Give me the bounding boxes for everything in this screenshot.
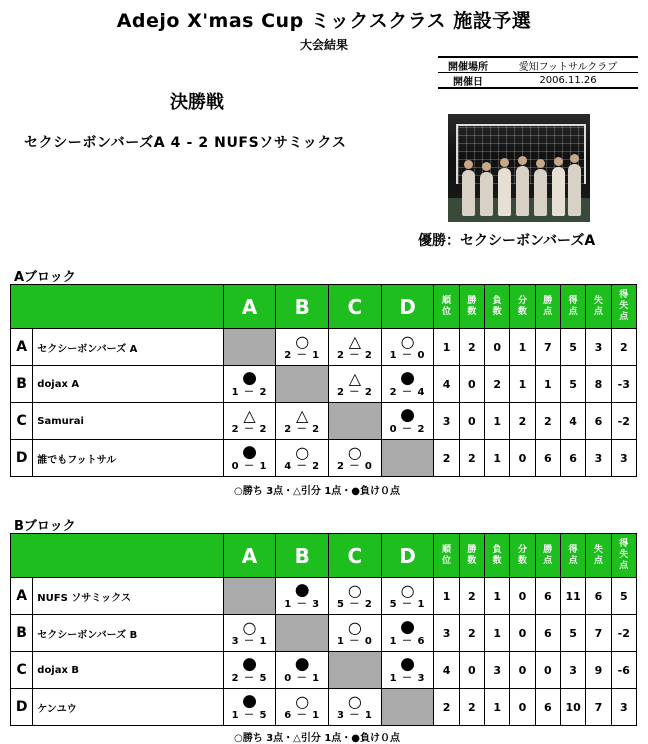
stat-value: 4 (560, 403, 585, 440)
venue-value: 愛知フットサルクラブ (518, 61, 618, 73)
stat-value: 0 (510, 615, 535, 652)
stat-value: 2 (485, 366, 510, 403)
stat-value: 7 (535, 329, 560, 366)
stat-value: 0 (459, 403, 484, 440)
team-row (11, 615, 637, 652)
stat-value: 6 (535, 615, 560, 652)
stat-value: 1 (434, 578, 459, 615)
player-head (482, 162, 491, 171)
opponent-column-header: D (381, 285, 434, 329)
venue-row (438, 58, 638, 72)
match-result-cell (276, 689, 329, 726)
stat-value: 1 (485, 403, 510, 440)
stat-value: 9 (586, 652, 611, 689)
player-figure (552, 167, 565, 216)
match-score: 4 － 2 (284, 460, 321, 472)
stat-value: 6 (535, 440, 560, 477)
self-match-cell (223, 578, 276, 615)
stat-value: 0 (459, 366, 484, 403)
stat-value: 1 (485, 578, 510, 615)
stat-value: 11 (560, 578, 585, 615)
match-result-cell (223, 440, 276, 477)
stat-column-header: 得失点 (611, 285, 636, 329)
venue-info-box (438, 56, 638, 89)
player-head (570, 154, 579, 163)
player-head (536, 159, 545, 168)
match-score: 0 － 1 (284, 672, 321, 684)
match-result-cell (329, 689, 382, 726)
match-score: 3 － 1 (231, 635, 268, 647)
match-score: 1 － 2 (231, 386, 268, 398)
stat-value: 10 (560, 689, 585, 726)
stat-value: 2 (459, 615, 484, 652)
final-heading: 決勝戦 (170, 92, 224, 113)
self-match-cell (381, 440, 434, 477)
stat-value: 2 (459, 689, 484, 726)
match-score: 5 － 1 (389, 598, 426, 610)
stat-value: 1 (434, 329, 459, 366)
stat-value: -6 (611, 652, 636, 689)
team-photo (448, 114, 590, 222)
match-result-cell (276, 440, 329, 477)
opponent-column-header: C (329, 534, 382, 578)
team-name: ケンユウ (33, 689, 223, 726)
block-b-label: Bブロック (14, 519, 76, 534)
block-b-table (10, 533, 637, 726)
result-symbol: ● (294, 579, 310, 600)
team-row-letter: B (11, 366, 33, 403)
match-result-cell (276, 652, 329, 689)
stat-value: 4 (434, 366, 459, 403)
team-row (11, 578, 637, 615)
stat-value: 8 (586, 366, 611, 403)
stat-value: 3 (586, 440, 611, 477)
match-result-cell (223, 403, 276, 440)
result-symbol: ○ (295, 331, 310, 351)
stat-value: 3 (434, 403, 459, 440)
self-match-cell (381, 689, 434, 726)
opponent-column-header: A (223, 285, 276, 329)
result-symbol: ○ (295, 442, 310, 462)
match-score: 1 － 0 (389, 349, 426, 361)
player-figure (516, 166, 529, 216)
result-symbol: ● (294, 653, 310, 674)
stat-value: -2 (611, 615, 636, 652)
match-score: 2 － 2 (336, 349, 373, 361)
stat-value: 0 (485, 329, 510, 366)
team-row (11, 652, 637, 689)
match-score: 2 － 2 (231, 423, 268, 435)
player-figure (462, 170, 475, 216)
match-score: 2 － 4 (389, 386, 426, 398)
opponent-column-header: C (329, 285, 382, 329)
team-row-letter: C (11, 403, 33, 440)
opponent-column-header: B (276, 534, 329, 578)
stat-value: 3 (434, 615, 459, 652)
stat-value: -3 (611, 366, 636, 403)
stat-column-header: 順位 (434, 534, 459, 578)
player-head (554, 157, 563, 166)
result-symbol: ○ (347, 617, 362, 637)
stat-value: 0 (535, 652, 560, 689)
match-result-cell (223, 366, 276, 403)
stat-value: 2 (434, 440, 459, 477)
result-symbol: ● (242, 653, 257, 674)
stat-column-header: 順位 (434, 285, 459, 329)
team-row-letter: D (11, 689, 33, 726)
match-result-cell (329, 366, 382, 403)
stat-value: 0 (510, 652, 535, 689)
team-row-letter: A (11, 578, 33, 615)
stat-value: 6 (560, 440, 585, 477)
header-blank-cell (11, 285, 224, 329)
header-row (11, 285, 637, 329)
stat-value: 3 (611, 689, 636, 726)
match-result-cell (223, 689, 276, 726)
stat-value: 5 (611, 578, 636, 615)
result-symbol: ○ (347, 691, 362, 711)
result-symbol: ○ (295, 691, 310, 711)
stat-column-header: 負数 (485, 285, 510, 329)
stat-value: 7 (586, 689, 611, 726)
stat-column-header: 得失点 (611, 534, 636, 578)
match-score: 2 － 0 (336, 460, 373, 472)
result-symbol: ○ (242, 617, 257, 637)
stat-value: 0 (510, 440, 535, 477)
match-score: 0 － 1 (231, 460, 268, 472)
result-symbol: ○ (400, 331, 415, 351)
result-symbol: △ (243, 405, 256, 425)
result-symbol: ○ (347, 580, 362, 600)
stat-value: 0 (510, 689, 535, 726)
stat-column-header: 分数 (510, 285, 535, 329)
result-symbol: ○ (400, 580, 415, 600)
stat-value: 3 (611, 440, 636, 477)
winner-label: 優勝：セクシーボンバーズA (418, 233, 596, 249)
match-result-cell (381, 403, 434, 440)
date-label: 開催日 (453, 76, 483, 88)
result-symbol: ● (242, 690, 257, 711)
stat-value: 5 (560, 329, 585, 366)
header-row (11, 534, 637, 578)
stat-column-header: 得点 (560, 534, 585, 578)
result-symbol: ● (242, 441, 257, 462)
stat-value: 1 (510, 366, 535, 403)
match-result-cell (381, 615, 434, 652)
self-match-cell (276, 615, 329, 652)
result-symbol: ● (242, 367, 257, 388)
match-score: 1 － 6 (389, 635, 426, 647)
opponent-column-header: A (223, 534, 276, 578)
stat-column-header: 勝点 (535, 285, 560, 329)
stat-value: 7 (586, 615, 611, 652)
player-head (518, 156, 527, 165)
team-name: NUFS ソサミックス (33, 578, 223, 615)
stat-value: 1 (485, 689, 510, 726)
result-symbol: ● (400, 653, 415, 674)
stat-value: 6 (535, 578, 560, 615)
player-figure (498, 168, 511, 216)
header-blank-cell (11, 534, 224, 578)
self-match-cell (329, 652, 382, 689)
result-symbol: △ (296, 405, 309, 425)
stat-value: 2 (434, 689, 459, 726)
match-score: 1 － 3 (389, 672, 426, 684)
player-figure (480, 172, 493, 216)
match-score: 2 － 1 (284, 349, 321, 361)
opponent-column-header: B (276, 285, 329, 329)
stat-value: 3 (485, 652, 510, 689)
match-result-cell (381, 329, 434, 366)
player-figure (534, 169, 547, 216)
stat-value: 1 (535, 366, 560, 403)
stat-column-header: 勝数 (459, 534, 484, 578)
team-row-letter: A (11, 329, 33, 366)
match-result-cell (381, 578, 434, 615)
block-a-table (10, 284, 637, 477)
match-score: 1 － 5 (231, 709, 268, 721)
team-name: 誰でもフットサル (33, 440, 223, 477)
block-b-legend: ○勝ち 3点・△引分 1点・●負け０点 (234, 733, 401, 744)
stat-column-header: 分数 (510, 534, 535, 578)
stat-value: 2 (510, 403, 535, 440)
stat-value: 0 (510, 578, 535, 615)
page-subtitle: 大会結果 (299, 38, 348, 52)
team-row-letter: B (11, 615, 33, 652)
result-symbol: △ (348, 331, 362, 351)
result-symbol: ● (400, 404, 415, 425)
stat-value: 3 (586, 329, 611, 366)
result-symbol: ● (400, 367, 415, 388)
match-result-cell (223, 615, 276, 652)
result-symbol: △ (348, 368, 362, 388)
match-score: 1 － 3 (284, 598, 321, 610)
match-score: 2 － 5 (231, 672, 268, 684)
match-score: 3 － 1 (336, 709, 373, 721)
stat-value: 2 (459, 578, 484, 615)
match-result-cell (329, 578, 382, 615)
stat-column-header: 得点 (560, 285, 585, 329)
team-row-letter: C (11, 652, 33, 689)
match-result-cell (223, 652, 276, 689)
stat-value: 2 (459, 440, 484, 477)
team-row-letter: D (11, 440, 33, 477)
stat-value: 6 (586, 578, 611, 615)
stat-value: 2 (535, 403, 560, 440)
match-score: 6 － 1 (284, 709, 321, 721)
block-a-legend: ○勝ち 3点・△引分 1点・●負け０点 (234, 486, 401, 497)
match-result-cell (329, 440, 382, 477)
match-result-cell (381, 652, 434, 689)
team-name: セクシーボンバーズ B (33, 615, 223, 652)
team-name: セクシーボンバーズ A (33, 329, 223, 366)
result-symbol: ○ (347, 442, 362, 462)
player-head (464, 160, 473, 169)
result-symbol: ● (400, 616, 415, 637)
match-result-cell (276, 403, 329, 440)
opponent-column-header: D (381, 534, 434, 578)
team-name: dojax A (33, 366, 223, 403)
venue-label: 開催場所 (448, 61, 488, 73)
stat-value: 0 (459, 652, 484, 689)
stat-value: 5 (560, 615, 585, 652)
match-result-cell (276, 578, 329, 615)
team-name: dojax B (33, 652, 223, 689)
team-name: Samurai (33, 403, 223, 440)
stat-value: 6 (535, 689, 560, 726)
stat-value: 3 (560, 652, 585, 689)
match-score: 2 － 2 (336, 386, 373, 398)
stat-column-header: 勝数 (459, 285, 484, 329)
self-match-cell (329, 403, 382, 440)
stat-column-header: 負数 (485, 534, 510, 578)
match-result-cell (329, 329, 382, 366)
stat-column-header: 失点 (586, 285, 611, 329)
team-row (11, 440, 637, 477)
match-result-cell (276, 329, 329, 366)
self-match-cell (276, 366, 329, 403)
team-row (11, 329, 637, 366)
stat-value: 2 (611, 329, 636, 366)
match-score: 2 － 2 (284, 423, 321, 435)
stat-value: 2 (459, 329, 484, 366)
stat-value: 1 (510, 329, 535, 366)
stat-value: 5 (560, 366, 585, 403)
match-score: 0 － 2 (389, 423, 426, 435)
block-a-label: Aブロック (14, 270, 76, 285)
page-title: Adejo X'mas Cup ミックスクラス 施設予選 (116, 10, 532, 32)
stat-value: 1 (485, 440, 510, 477)
match-score: 5 － 2 (336, 598, 373, 610)
player-head (500, 158, 509, 167)
team-row (11, 403, 637, 440)
date-value: 2006.11.26 (539, 74, 597, 86)
date-row (438, 72, 638, 87)
stat-column-header: 勝点 (535, 534, 560, 578)
stat-value: 1 (485, 615, 510, 652)
player-figure (568, 164, 581, 216)
final-result: セクシーボンバーズA 4 - 2 NUFSソサミックス (24, 135, 347, 151)
stat-value: 6 (586, 403, 611, 440)
match-result-cell (381, 366, 434, 403)
team-row (11, 366, 637, 403)
stat-column-header: 失点 (586, 534, 611, 578)
team-row (11, 689, 637, 726)
stat-value: 4 (434, 652, 459, 689)
stat-value: -2 (611, 403, 636, 440)
match-result-cell (329, 615, 382, 652)
self-match-cell (223, 329, 276, 366)
match-score: 1 － 0 (336, 635, 373, 647)
